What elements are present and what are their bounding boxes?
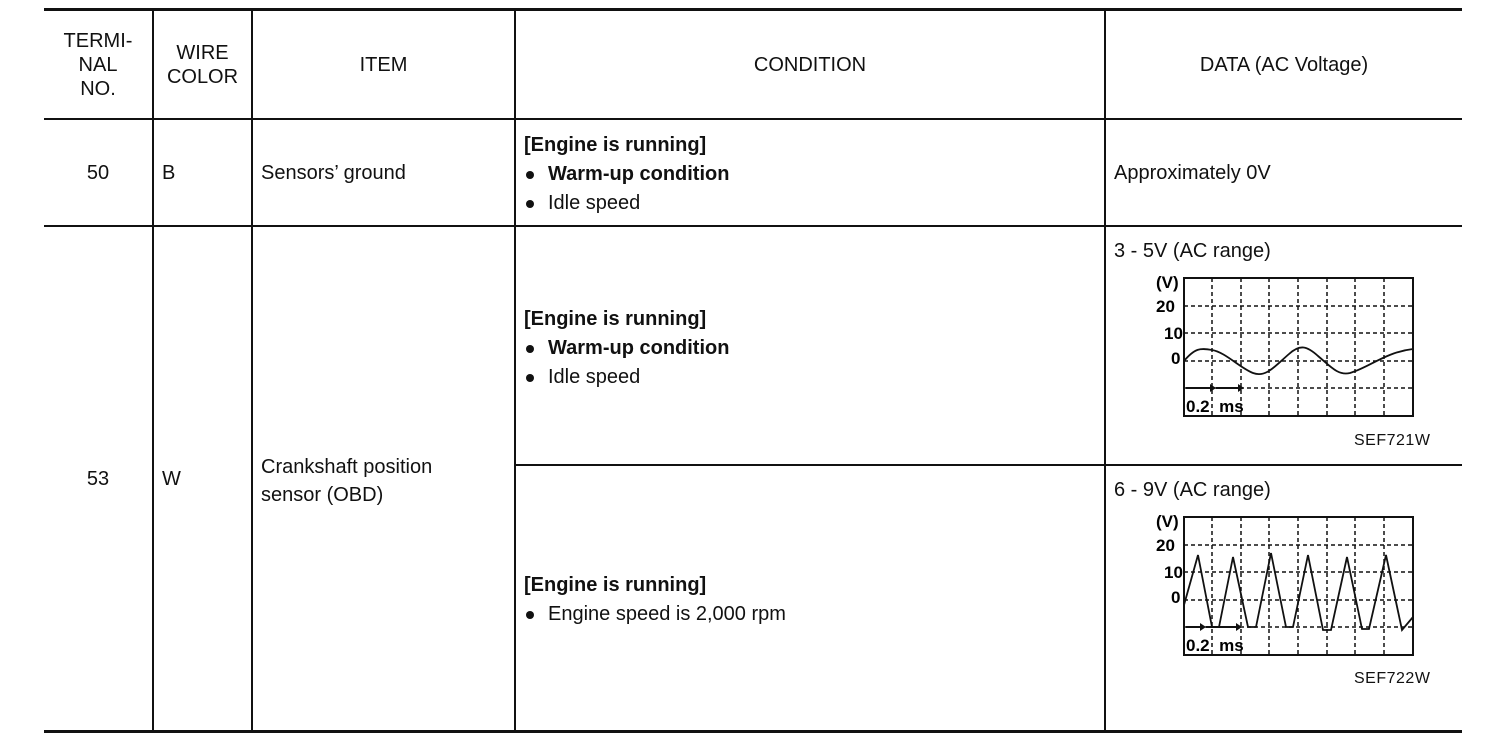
bullet-dot [526, 611, 534, 619]
row50-bullet-1-text: Warm-up condition [548, 163, 730, 185]
header-data [1106, 12, 1462, 118]
col-divider-2 [251, 11, 253, 730]
header-item [253, 12, 514, 118]
row50-terminal: 50 [86, 162, 110, 184]
scope2-tick-0: 0 [1171, 588, 1181, 607]
table-top-rule [44, 8, 1462, 11]
scope2-arrowhead-left [1200, 623, 1206, 631]
row53a-bullet-1 [524, 334, 729, 363]
row53a-bullet-1-text: Warm-up condition [548, 337, 730, 359]
scope1-frame [1184, 278, 1413, 416]
row53a-condition [524, 305, 729, 392]
row50-bullet-1 [524, 160, 729, 189]
header-terminal-line1: TERMI- [63, 30, 133, 52]
row50-data: Approximately 0V [1114, 162, 1271, 184]
scope1-tick-10: 10 [1164, 324, 1183, 343]
col-divider-4 [1104, 11, 1106, 730]
row53a-bullet-2 [524, 363, 729, 392]
row50-bullet-2 [524, 189, 729, 218]
scope1-tick-0: 0 [1171, 349, 1181, 368]
subrow-divider [515, 464, 1462, 466]
header-terminal-no [44, 12, 152, 118]
bullet-dot [526, 345, 534, 353]
row53-terminal: 53 [86, 468, 110, 490]
header-wire-line2: COLOR [166, 66, 239, 88]
row50-bullet-2-text: Idle speed [548, 192, 641, 214]
row53b-bullet-1 [524, 600, 786, 629]
row53-item-line1: Crankshaft position [261, 456, 433, 478]
scope1-unit-label: (V) [1156, 273, 1179, 292]
header-wire-color [154, 12, 251, 118]
table-bottom-rule [44, 730, 1462, 733]
waveform-sef721w [1140, 266, 1430, 426]
waveform-sef722w [1140, 505, 1430, 665]
row53b-condition [524, 571, 786, 629]
bullet-dot [526, 200, 534, 208]
header-condition-label: CONDITION [753, 54, 867, 76]
header-wire-line1: WIRE [176, 42, 229, 64]
bullet-dot [526, 374, 534, 382]
row53a-figure-code: SEF721W [1354, 432, 1431, 449]
row50-wire: B [162, 162, 176, 184]
scope1-time-label: 0.2 ms [1186, 397, 1244, 416]
header-divider [44, 118, 1462, 120]
scope2-unit-label: (V) [1156, 512, 1179, 531]
row50-condition [524, 131, 729, 218]
scope1-arrowhead-left [1210, 384, 1216, 392]
scope2-tick-10: 10 [1164, 563, 1183, 582]
row53a-data-range: 3 - 5V (AC range) [1114, 240, 1271, 262]
row53a-bullet-2-text: Idle speed [548, 366, 641, 388]
row50-item: Sensors’ ground [261, 162, 406, 184]
row53-item-line2: sensor (OBD) [261, 484, 384, 506]
header-condition [516, 12, 1104, 118]
scope2-tick-20: 20 [1156, 536, 1175, 555]
scope1-tick-20: 20 [1156, 297, 1175, 316]
row53b-data-range: 6 - 9V (AC range) [1114, 479, 1271, 501]
scope1-grid [1184, 278, 1413, 416]
col-divider-3 [514, 11, 516, 730]
scope2-time-label: 0.2 ms [1186, 636, 1244, 655]
col-divider-1 [152, 11, 154, 730]
row53a-condition-title: [Engine is running] [524, 308, 707, 330]
row53b-condition-title: [Engine is running] [524, 574, 707, 596]
row53-wire: W [162, 468, 181, 490]
header-item-label: ITEM [359, 54, 408, 76]
header-terminal-line2: NAL [78, 54, 118, 76]
row53-item [261, 453, 432, 509]
row-divider [44, 225, 1462, 227]
bullet-dot [526, 171, 534, 179]
row53b-bullet-1-text: Engine speed is 2,000 rpm [548, 603, 786, 625]
row50-condition-title: [Engine is running] [524, 134, 707, 156]
row53b-figure-code: SEF722W [1354, 670, 1431, 687]
header-data-label: DATA (AC Voltage) [1199, 54, 1369, 76]
header-terminal-line3: NO. [80, 78, 116, 100]
